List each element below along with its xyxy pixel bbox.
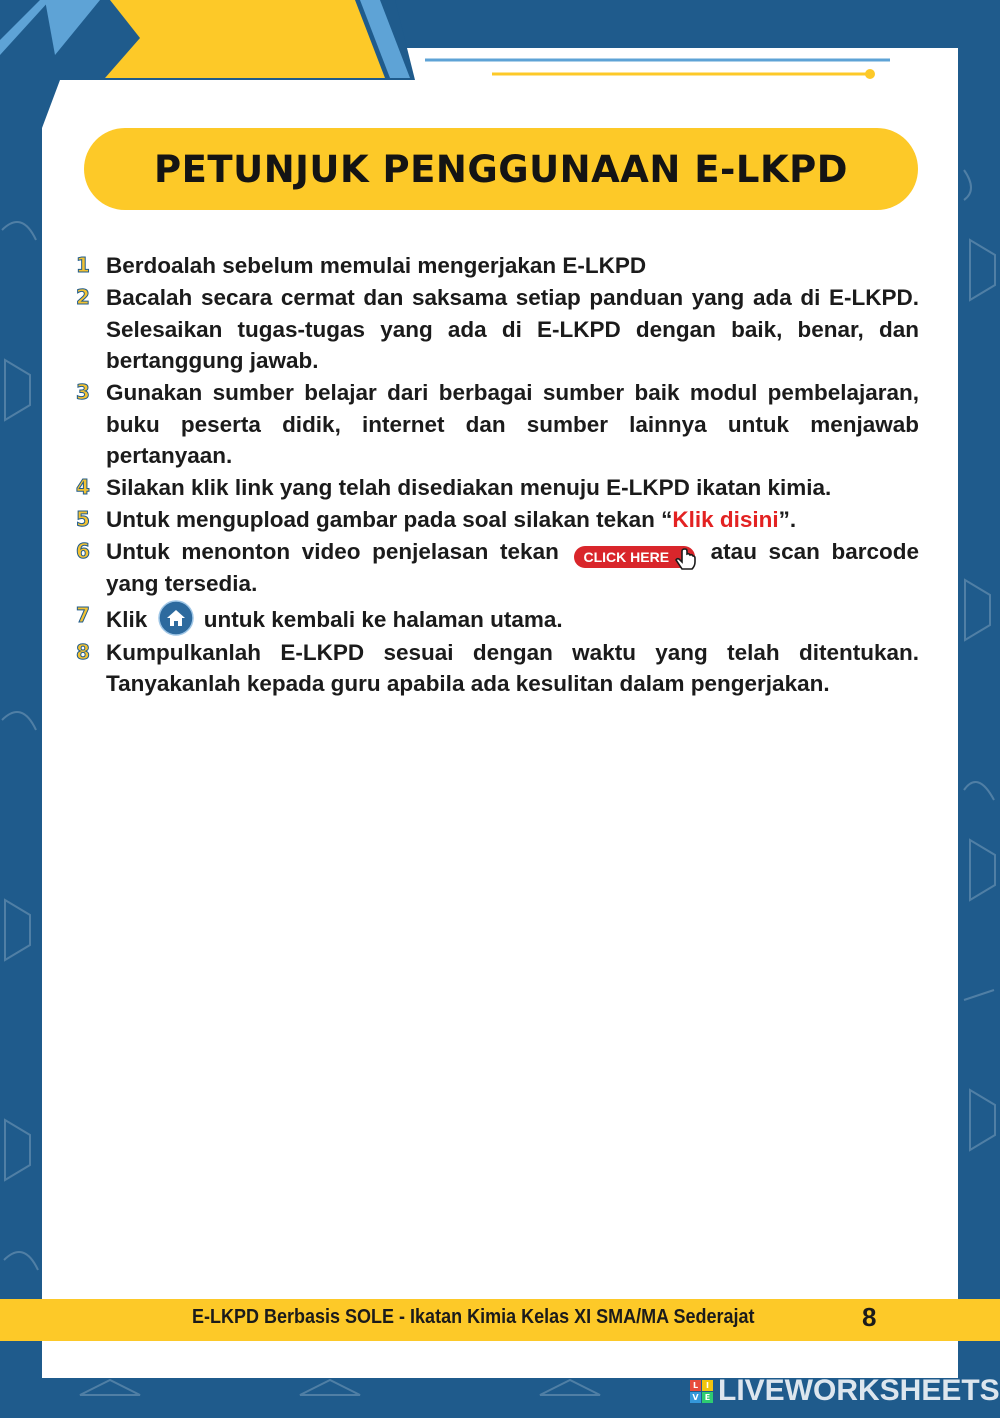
instruction-item-5 bbox=[76, 504, 919, 536]
instruction-text-before: Untuk mengupload gambar pada soal silakan tekan “ bbox=[106, 507, 673, 532]
item-number: 5 bbox=[76, 507, 90, 531]
footer-title: E-LKPD Berbasis SOLE - Ikatan Kimia Kelas XI SMA/MA Sederajat bbox=[192, 1306, 755, 1328]
item-number: 4 bbox=[76, 475, 90, 499]
click-here-button[interactable] bbox=[574, 546, 695, 568]
instruction-item-7 bbox=[76, 600, 919, 636]
header-rule-lines bbox=[420, 54, 890, 82]
item-number: 7 bbox=[76, 603, 90, 627]
instruction-text: Bacalah secara cermat dan saksama setiap panduan yang ada di E-LKPD. Selesaikan tugas-tugas yang ada di E-LKPD dengan baik, benar, dan bertanggung jawab. bbox=[106, 285, 919, 373]
page-sheet bbox=[42, 48, 958, 1378]
instruction-text: Gunakan sumber belajar dari berbagai sumber baik modul pembelajaran, buku peserta didik, internet dan sumber lainnya untuk menjawab pertanyaan. bbox=[106, 380, 919, 468]
hand-pointer-icon bbox=[673, 548, 699, 574]
instruction-item-8 bbox=[76, 637, 919, 700]
home-icon[interactable] bbox=[158, 600, 194, 636]
instruction-item-2 bbox=[76, 282, 919, 377]
item-number: 8 bbox=[76, 639, 90, 664]
instruction-text: Silakan klik link yang telah disediakan menuju E-LKPD ikatan kimia. bbox=[106, 475, 832, 500]
liveworksheets-logo-icon bbox=[690, 1380, 713, 1403]
item-number: 1 bbox=[76, 253, 90, 277]
page-title: PETUNJUK PENGGUNAAN E-LKPD bbox=[154, 147, 848, 191]
instruction-list bbox=[76, 250, 919, 700]
logo-letter: I bbox=[702, 1380, 713, 1391]
click-here-label: CLICK HERE bbox=[583, 549, 670, 565]
corner-decoration bbox=[0, 0, 440, 130]
instruction-text-after: ”. bbox=[778, 507, 797, 532]
title-banner bbox=[84, 128, 918, 210]
instruction-text-after: atau scan barcode yang tersedia. bbox=[106, 539, 919, 596]
instruction-text-before: Klik bbox=[106, 607, 148, 632]
logo-letter: V bbox=[690, 1392, 701, 1403]
logo-letter: E bbox=[702, 1392, 713, 1403]
instruction-item-6 bbox=[76, 536, 919, 600]
page-number: 8 bbox=[862, 1302, 877, 1332]
instruction-text: Kumpulkanlah E-LKPD sesuai dengan waktu yang telah ditentukan. Tanyakanlah kepada guru apabila ada kesulitan dalam pengerjakan. bbox=[106, 639, 919, 696]
item-number: 3 bbox=[76, 380, 90, 404]
item-number: 2 bbox=[76, 285, 90, 309]
instruction-text: Berdoalah sebelum memulai mengerjakan E-LKPD bbox=[106, 253, 647, 278]
watermark-text: LIVEWORKSHEETS bbox=[718, 1374, 1000, 1407]
instruction-text-before: Untuk menonton video penjelasan tekan bbox=[106, 539, 559, 564]
logo-letter: L bbox=[690, 1380, 701, 1391]
item-number: 6 bbox=[76, 539, 90, 563]
liveworksheets-watermark[interactable] bbox=[690, 1374, 1000, 1408]
instruction-item-1 bbox=[76, 250, 919, 282]
instruction-item-4 bbox=[76, 472, 919, 504]
klik-disini-link[interactable]: Klik disini bbox=[672, 507, 779, 532]
instruction-text-after: untuk kembali ke halaman utama. bbox=[203, 607, 563, 632]
instruction-item-3 bbox=[76, 377, 919, 472]
